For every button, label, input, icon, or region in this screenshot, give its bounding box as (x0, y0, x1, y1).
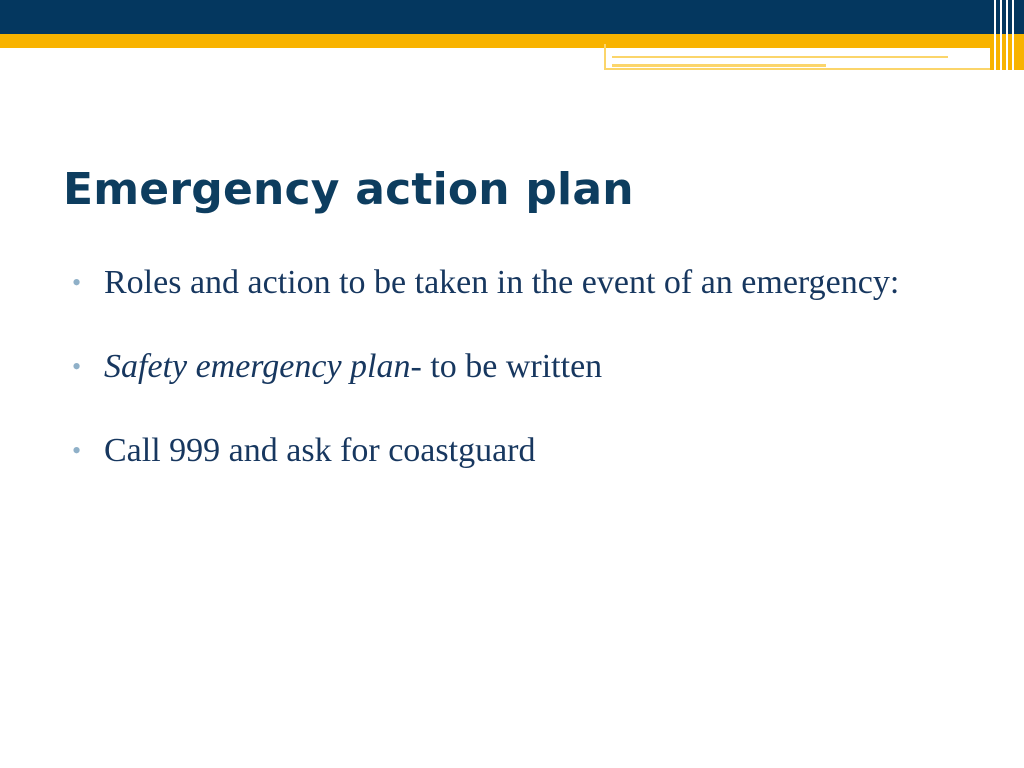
bullet-list (72, 262, 952, 472)
bullet-text: - to be written (410, 348, 603, 385)
header-accent-line (612, 56, 948, 58)
header-navy-band (0, 0, 1024, 34)
header-corner-stripes (990, 0, 1024, 70)
bullet-item (72, 262, 952, 304)
bullet-item (72, 430, 952, 472)
bullet-italic-text: Safety emergency plan (104, 348, 411, 385)
bullet-text: Call 999 and ask for coastguard (104, 432, 536, 469)
bullet-text: Roles and action to be taken in the event of an emergency: (104, 264, 900, 301)
header-accent-line (612, 64, 826, 67)
bullet-item (72, 346, 952, 388)
bullet-dot-icon: • (72, 268, 82, 297)
slide-title: Emergency action plan (63, 164, 634, 215)
bullet-dot-icon: • (72, 352, 82, 381)
bullet-dot-icon: • (72, 436, 82, 465)
